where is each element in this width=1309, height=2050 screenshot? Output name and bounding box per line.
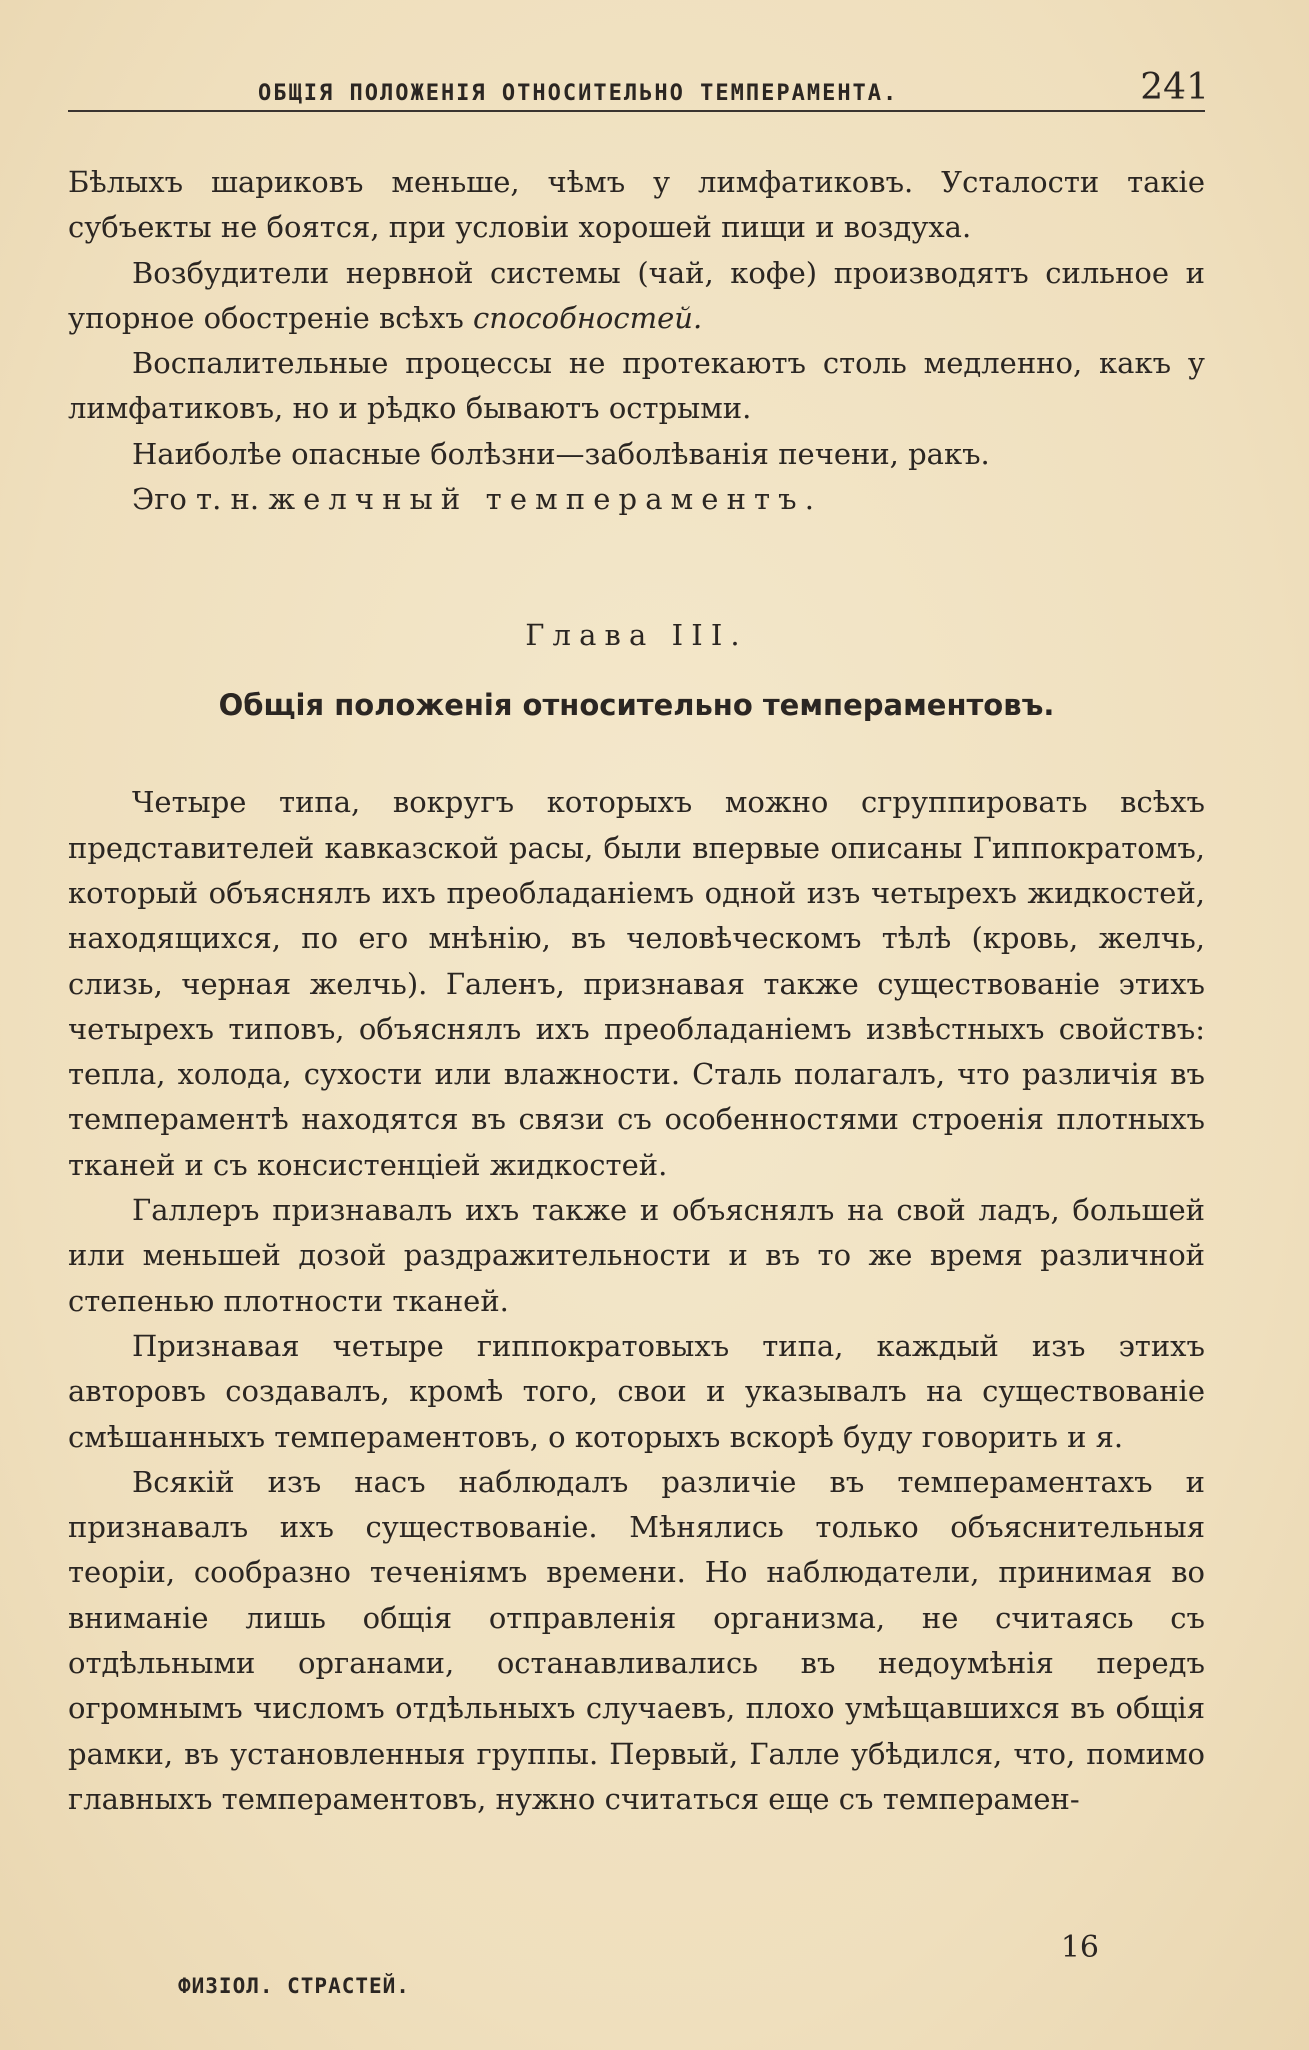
paragraph-leukocytes: Бѣлыхъ шариковъ меньше, чѣмъ у лимфатиковъ. Усталости такіе субъекты не боятся, при условіи хорошей пищи и воздуха. bbox=[68, 165, 1205, 245]
running-title: ОБЩІЯ ПОЛОЖЕНІЯ ОТНОСИТЕЛЬНО ТЕМПЕРАМЕНТА. bbox=[258, 81, 899, 106]
chapter-label: Глава III. bbox=[525, 618, 748, 653]
page-footer bbox=[178, 1930, 1099, 1998]
paragraph-bilious-temperament bbox=[68, 477, 1205, 522]
footer-sheet-number: 16 bbox=[1060, 1930, 1099, 1965]
paragraph-hippocrates: Четыре типа, вокругъ которыхъ можно сгруппировать всѣхъ представителей кавказской расы, были впервые описаны Гиппократомъ, который объяснялъ ихъ преобладаніемъ одной изъ четырехъ жидкостей, находящихся, по его мнѣнію, въ человѣческомъ тѣлѣ (кровь, желчь, слизь, черная желчь). Галенъ, признавая также существованіе этихъ четырехъ типовъ, объяснялъ ихъ преобладаніемъ извѣстныхъ свойствъ: тепла, холода, сухости или влажности. Сталь полагалъ, что различія въ темпераментѣ находятся въ связи съ особенностями строенія плотныхъ тканей и съ консистенціей жидкостей. bbox=[68, 785, 1205, 1182]
paragraph-stimulants-text: Возбудители нервной системы (чай, кофе) производятъ сильное и упорное обостреніе всѣхъ bbox=[68, 255, 1205, 335]
paragraph-stimulants bbox=[68, 251, 1205, 342]
footer-signature: ФИЗІОЛ. СТРАСТЕЙ. bbox=[178, 1974, 410, 1998]
chapter-title: Общія положенія относительно темпераментовъ. bbox=[218, 688, 1055, 723]
paragraph-stimulants-italic: способностей. bbox=[473, 300, 703, 335]
paragraph-diseases: Наиболѣе опасные болѣзни—заболѣванія печени, ракъ. bbox=[132, 436, 990, 471]
paragraph-haller: Галлеръ признавалъ ихъ также и объяснялъ на свой ладъ, большей или меньшей дозой раздражительности и въ то же время различной степенью плотности тканей. bbox=[68, 1193, 1205, 1318]
running-head bbox=[68, 62, 1209, 112]
bilious-prefix: Эго т. н. bbox=[132, 482, 260, 517]
page-number: 241 bbox=[1140, 67, 1209, 108]
paragraph-mixed-temperaments: Признавая четыре гиппократовыхъ типа, каждый изъ этихъ авторовъ создавалъ, кромѣ того, свои и указывалъ на существованіе смѣшанныхъ темпераментовъ, о которыхъ вскорѣ буду говорить и я. bbox=[68, 1328, 1205, 1454]
bilious-term: желчный темпераментъ. bbox=[268, 482, 823, 517]
paragraph-observers: Всякій изъ насъ наблюдалъ различіе въ темпераментахъ и признавалъ ихъ существованіе. Мѣнялись только объяснительныя теоріи, сообразно теченіямъ времени. Но наблюдатели, принимая во вниманіе лишь общія отправленія организма, не считаясь съ отдѣльными органами, останавливались въ недоумѣнія передъ огромнымъ числомъ отдѣльныхъ случаевъ, плохо умѣщавшихся въ общія рамки, въ установленныя группы. Первый, Галле убѣдился, что, помимо главныхъ темпераментовъ, нужно считаться еще съ темперамен- bbox=[68, 1464, 1205, 1816]
paragraph-inflammation: Воспалительные процессы не протекаютъ столь медленно, какъ у лимфатиковъ, но и рѣдко бываютъ острыми. bbox=[68, 346, 1205, 426]
